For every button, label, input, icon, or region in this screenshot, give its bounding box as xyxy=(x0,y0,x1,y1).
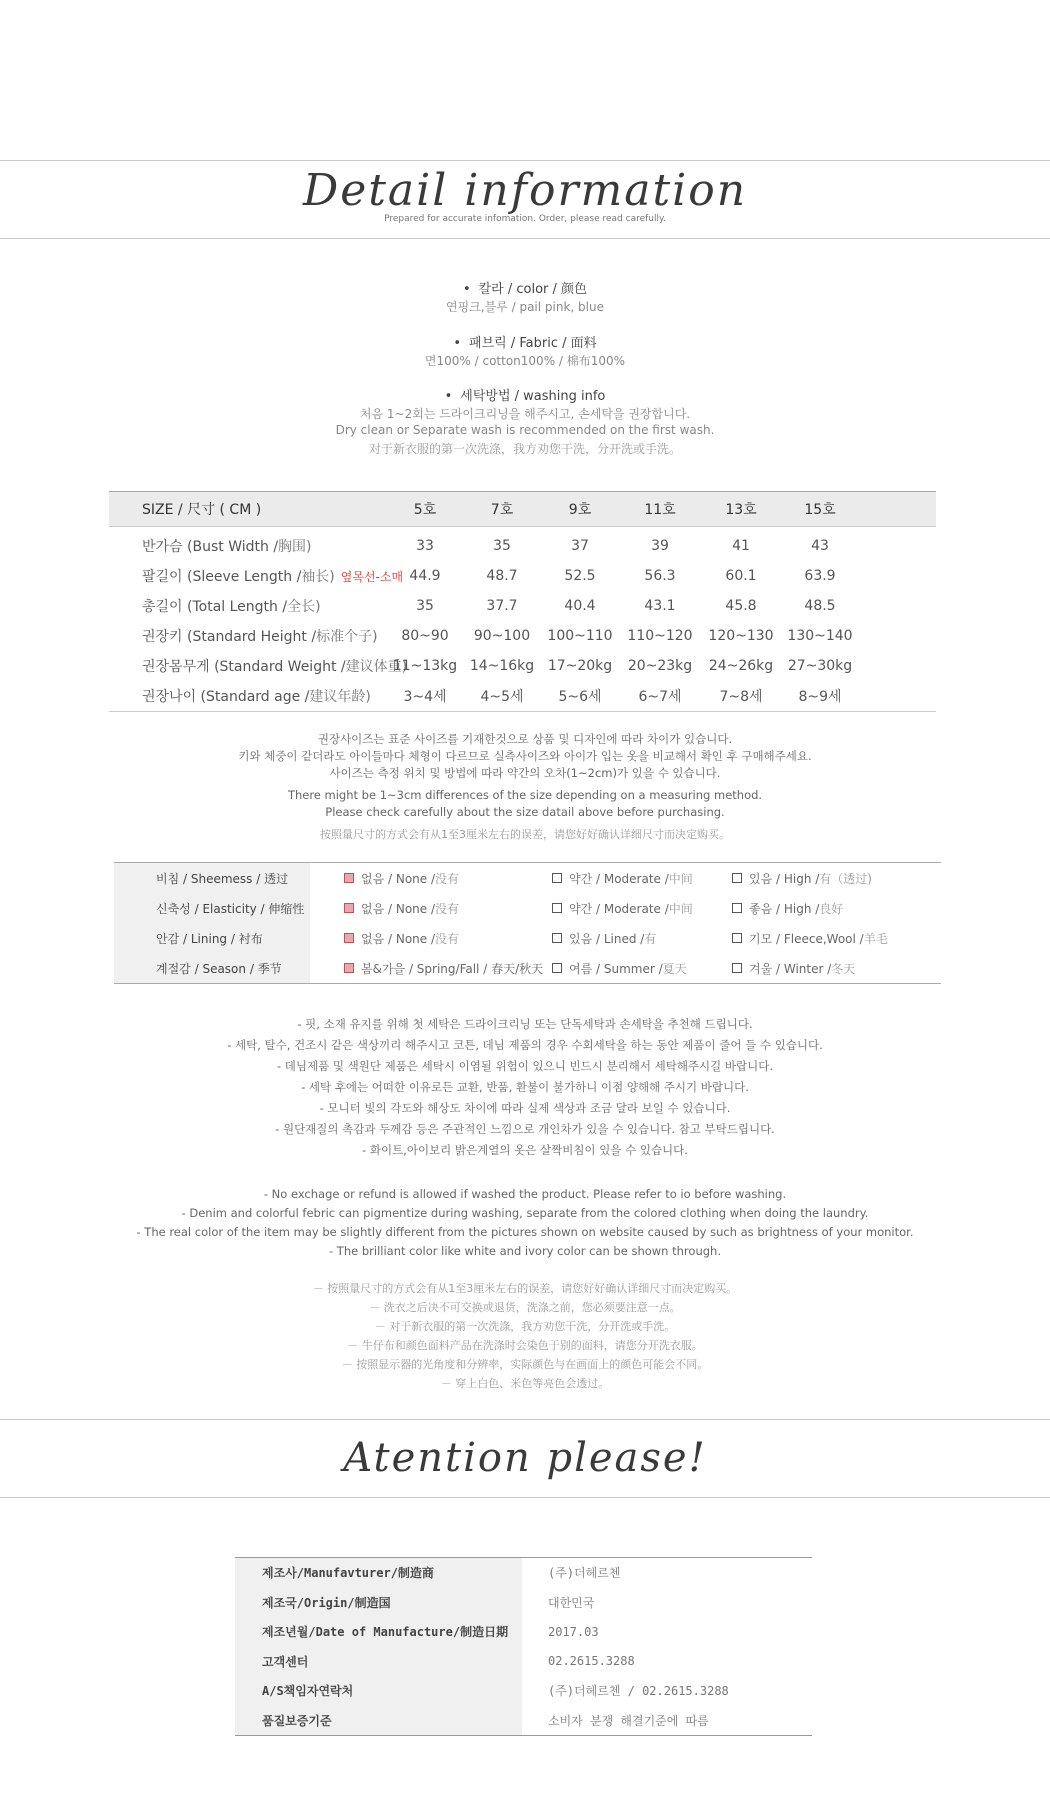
size-cell: 48.5 xyxy=(804,598,836,614)
property-label: 안감 / Lining / 衬布 xyxy=(114,923,310,953)
manufacturer-row xyxy=(235,1706,812,1736)
checkbox-icon xyxy=(552,963,562,973)
size-cell: 120~130 xyxy=(708,628,774,644)
option-checkbox[interactable]: 있음 / High / 有（透过) xyxy=(732,863,872,893)
size-cell: 56.3 xyxy=(644,568,676,584)
warning-line: － 牛仔布和颜色面料产品在洗涤时会染色于别的面料，请您分开洗衣服。 xyxy=(347,1339,703,1352)
size-cell: 17~20kg xyxy=(547,658,613,674)
manufacturer-row xyxy=(235,1617,812,1647)
info-fabric-heading: • 패브릭 / Fabric / 面料 xyxy=(453,336,597,351)
property-row xyxy=(114,893,941,923)
size-row xyxy=(109,591,936,621)
info-color-heading: • 칼라 / color / 颜色 xyxy=(462,282,588,297)
size-cell: 3~4세 xyxy=(403,689,447,705)
warning-line: － 对于新衣服的第一次洗涤，我方劝您干洗，分开洗或手洗。 xyxy=(374,1320,676,1333)
manufacturer-label: 제조년월/Date of Manufacture/制造日期 xyxy=(235,1617,522,1647)
option-checkbox[interactable]: 없음 / None / 没有 xyxy=(344,893,459,923)
divider xyxy=(0,238,1050,239)
size-cell: 11~13kg xyxy=(392,658,458,674)
size-row-label: 권장나이 (Standard age / 建议年龄) xyxy=(142,689,371,705)
size-cell: 90~100 xyxy=(473,628,531,644)
size-note-line: There might be 1~3cm differences of the size depending on a measuring method. xyxy=(287,788,763,802)
checkbox-checked-icon xyxy=(344,903,354,913)
checkbox-icon xyxy=(732,933,742,943)
size-row xyxy=(109,681,936,711)
size-cell: 39 xyxy=(651,538,669,554)
manufacturer-value: 2017.03 xyxy=(548,1624,599,1639)
size-cell: 35 xyxy=(493,538,511,554)
info-fabric-value: 면100% / cotton100% / 棉布100% xyxy=(424,354,626,368)
property-label: 비침 / Sheemess / 透过 xyxy=(114,863,310,893)
manufacturer-label: A/S책임자연락처 xyxy=(235,1676,522,1706)
warning-line: － 按照显示器的光角度和分辨率，实际颜色与在画面上的颜色可能会不同。 xyxy=(341,1358,709,1371)
size-cell: 20~23kg xyxy=(627,658,693,674)
warning-line: － 按照量尺寸的方式会有从1至3厘米左右的误差，请您好好确认详细尺寸而决定购买。 xyxy=(312,1282,738,1295)
option-checkbox[interactable]: 약간 / Moderate / 中间 xyxy=(552,893,693,923)
option-checkbox[interactable]: 겨울 / Winter / 冬天 xyxy=(732,953,855,983)
option-checkbox[interactable]: 봄&가을 / Spring/Fall / 春天/秋天 xyxy=(344,953,543,983)
manufacturer-row xyxy=(235,1676,812,1706)
warning-line: - 핏, 소재 유지를 위해 첫 세탁은 드라이크리닝 또는 단독세탁과 손세탁을 추천해 드립니다. xyxy=(297,1017,753,1031)
size-cell: 130~140 xyxy=(787,628,853,644)
size-cell: 44.9 xyxy=(409,568,441,584)
size-cell: 24~26kg xyxy=(708,658,774,674)
manufacturer-value: 02.2615.3288 xyxy=(548,1654,635,1669)
size-header-cell: 13호 xyxy=(725,502,757,518)
warning-line: - 세탁 후에는 어떠한 이유로든 교환, 반품, 환불이 불가하니 이점 양해해 주시기 바랍니다. xyxy=(301,1080,749,1094)
size-cell: 45.8 xyxy=(725,598,757,614)
size-header-cell: 5호 xyxy=(413,502,437,518)
checkbox-checked-icon xyxy=(344,873,354,883)
divider xyxy=(109,711,936,712)
checkbox-icon xyxy=(552,873,562,883)
warning-line: - No exchage or refund is allowed if washed the product. Please refer to io before washing. xyxy=(263,1187,787,1201)
manufacturer-label: 제조국/Origin/制造国 xyxy=(235,1588,522,1618)
manufacturer-value: 대한민국 xyxy=(548,1595,595,1610)
property-label: 신축성 / Elasticity / 伸缩性 xyxy=(114,893,310,923)
size-cell: 100~110 xyxy=(547,628,613,644)
size-cell: 6~7세 xyxy=(638,689,682,705)
property-row xyxy=(114,953,941,983)
warning-line: － 洗衣之后决不可交换或退货，洗涤之前，您必须要注意一点。 xyxy=(369,1301,681,1314)
manufacturer-row xyxy=(235,1588,812,1618)
size-cell: 40.4 xyxy=(564,598,596,614)
size-cell: 35 xyxy=(416,598,434,614)
size-cell: 41 xyxy=(732,538,750,554)
divider xyxy=(0,1419,1050,1420)
size-table-header xyxy=(109,491,936,527)
size-row xyxy=(109,531,936,561)
option-checkbox[interactable]: 여름 / Summer / 夏天 xyxy=(552,953,687,983)
manufacturer-label: 품질보증기준 xyxy=(235,1706,522,1736)
size-row-label: 권장몸무게 (Standard Weight / 建议体重) xyxy=(142,659,408,675)
size-cell: 5~6세 xyxy=(558,689,602,705)
size-cell: 52.5 xyxy=(564,568,596,584)
info-washing-line: 처음 1~2회는 드라이크리닝을 해주시고, 손세탁을 권장합니다. xyxy=(359,407,691,421)
property-row xyxy=(114,863,941,893)
option-checkbox[interactable]: 없음 / None / 没有 xyxy=(344,863,459,893)
checkbox-checked-icon xyxy=(344,933,354,943)
manufacturer-value: 소비자 분쟁 해결기준에 따름 xyxy=(548,1713,709,1728)
size-cell: 37.7 xyxy=(486,598,518,614)
warning-line: - 모니터 빛의 각도와 해상도 차이에 따라 실제 색상과 조금 달라 보일 수 있습니다. xyxy=(319,1101,731,1115)
size-cell: 4~5세 xyxy=(480,689,524,705)
size-cell: 33 xyxy=(416,538,434,554)
size-cell: 37 xyxy=(571,538,589,554)
size-row xyxy=(109,561,936,591)
checkbox-icon xyxy=(552,903,562,913)
info-washing-heading: • 세탁방법 / washing info xyxy=(444,389,606,404)
manufacturer-row xyxy=(235,1558,812,1588)
manufacturer-label: 제조사/Manufavturer/制造商 xyxy=(235,1558,522,1588)
size-note-line: Please check carefully about the size datail above before purchasing. xyxy=(325,805,725,819)
manufacturer-row xyxy=(235,1647,812,1677)
page-title: Detail information xyxy=(302,165,748,216)
warning-line: - The brilliant color like white and ivory color can be shown through. xyxy=(329,1244,721,1258)
size-header-cell: 9호 xyxy=(568,502,592,518)
size-row xyxy=(109,651,936,681)
page-subtitle: Prepared for accurate infomation. Order, please read carefully. xyxy=(384,214,666,224)
size-cell: 8~9세 xyxy=(798,689,842,705)
property-table xyxy=(114,862,941,984)
warning-line: - 데님제품 및 색원단 제품은 세탁시 이염될 위험이 있으니 빈드시 분리해서 세탁해주시길 바랍니다. xyxy=(276,1059,774,1073)
checkbox-icon xyxy=(732,903,742,913)
manufacturer-value: (주)더헤르첸 / 02.2615.3288 xyxy=(548,1684,729,1699)
warning-line: - The real color of the item may be slightly different from the pictures shown on website caused by such as brightness of your monitor. xyxy=(136,1225,914,1239)
size-table xyxy=(109,491,936,711)
size-header-cell: 11호 xyxy=(644,502,676,518)
size-cell: 14~16kg xyxy=(469,658,535,674)
manufacturer-label: 고객센터 xyxy=(235,1647,522,1677)
size-header-cell: 15호 xyxy=(804,502,836,518)
divider xyxy=(0,160,1050,161)
manufacturer-value: (주)더헤르첸 xyxy=(548,1566,621,1581)
size-row-label: 반가슴 (Bust Width / 胸围) xyxy=(142,539,312,555)
property-label: 계절감 / Season / 季节 xyxy=(114,953,310,983)
size-cell: 63.9 xyxy=(804,568,836,584)
option-checkbox[interactable]: 약간 / Moderate / 中间 xyxy=(552,863,693,893)
size-cell: 7~8세 xyxy=(719,689,763,705)
divider xyxy=(0,1497,1050,1498)
size-row-label: 팔길이 (Sleeve Length / 袖长) 옆목선-소매 xyxy=(142,569,404,585)
size-cell: 27~30kg xyxy=(787,658,853,674)
size-cell: 80~90 xyxy=(401,628,449,644)
property-row xyxy=(114,923,941,953)
size-note-line: 키와 체중이 같더라도 아이들마다 체형이 다르므로 실측사이즈와 아이가 입는 옷을 비교해서 확인 후 구매해주세요. xyxy=(238,749,812,763)
size-cell: 110~120 xyxy=(627,628,693,644)
size-row-label: 권장키 (Standard Height / 标准个子) xyxy=(142,629,378,645)
warning-line: - 세탁, 탈수, 건조시 같은 색상끼리 해주시고 코튼, 데님 제품의 경우 수회세탁을 하는 동안 제품이 줄어 들 수 있습니다. xyxy=(227,1038,823,1052)
size-row xyxy=(109,621,936,651)
size-header-cell: 7호 xyxy=(490,502,514,518)
size-row-label: 총길이 (Total Length / 全长) xyxy=(142,599,321,615)
checkbox-icon xyxy=(552,933,562,943)
option-checkbox[interactable]: 기모 / Fleece,Wool / 羊毛 xyxy=(732,923,888,953)
warning-line: - 원단재질의 촉감과 두께감 등은 주관적인 느낌으로 개인차가 있을 수 있습니다. 참고 부탁드립니다. xyxy=(275,1122,775,1136)
manufacturer-table xyxy=(235,1557,812,1736)
size-note-line: 권장사이즈는 표준 사이즈를 기재한것으로 상품 및 디자인에 따라 차이가 있습니다. xyxy=(317,732,733,746)
size-cell: 43.1 xyxy=(644,598,676,614)
size-cell: 43 xyxy=(811,538,829,554)
info-washing-line: 对于新衣服的第一次洗涤，我方劝您干洗，分开洗或手洗。 xyxy=(368,442,681,456)
warning-line: - 화이트,아이보리 밝은계열의 옷은 살짝비침이 있을 수 있습니다. xyxy=(362,1143,688,1157)
warning-line: － 穿上白色、米色等亮色会透过。 xyxy=(440,1377,610,1390)
info-color-value: 연핑크,블루 / pail pink, blue xyxy=(446,300,604,314)
size-cell: 48.7 xyxy=(486,568,518,584)
checkbox-checked-icon xyxy=(344,963,354,973)
option-checkbox[interactable]: 있음 / Lined / 有 xyxy=(552,923,656,953)
option-checkbox[interactable]: 좋음 / High / 良好 xyxy=(732,893,843,923)
attention-title: Atention please! xyxy=(343,1435,707,1481)
warning-line: - Denim and colorful febric can pigmentize during washing, separate from the colored clothing when doing the laundry. xyxy=(181,1206,869,1220)
size-note-line: 按照量尺寸的方式会有从1至3厘米左右的误差，请您好好确认详细尺寸而决定购买。 xyxy=(320,828,730,841)
checkbox-icon xyxy=(732,873,742,883)
checkbox-icon xyxy=(732,963,742,973)
size-row-note: 옆목선-소매 xyxy=(340,569,404,584)
size-note-line: 사이즈는 측정 위치 및 방법에 따라 약간의 오차(1~2cm)가 있을 수 있습니다. xyxy=(329,766,721,780)
size-header-label: SIZE / 尺寸 ( CM ) xyxy=(142,502,262,518)
info-washing-line: Dry clean or Separate wash is recommended on the first wash. xyxy=(335,423,715,437)
option-checkbox[interactable]: 없음 / None / 没有 xyxy=(344,923,459,953)
size-cell: 60.1 xyxy=(725,568,757,584)
